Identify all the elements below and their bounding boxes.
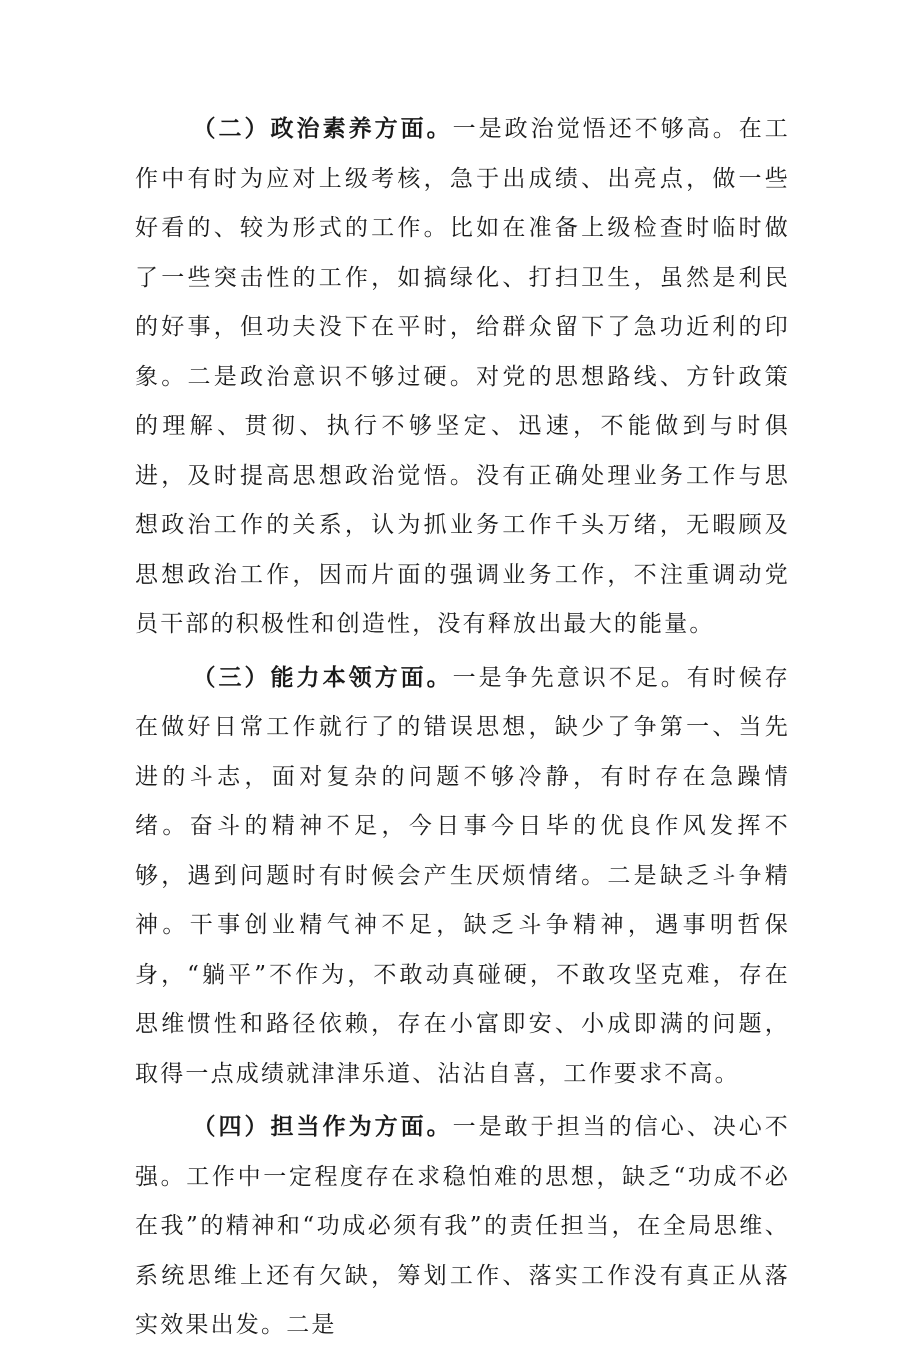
section-heading-political-quality: （二）政治素养方面。 [192, 116, 453, 142]
section-heading-responsibility: （四）担当作为方面。 [192, 1114, 453, 1140]
section-heading-ability: （三）能力本领方面。 [192, 664, 453, 691]
paragraph-text: 一是敢于担当的信心、决心不强。工作中一定程度存在求稳怕难的思想，缺乏“功成不必在我”的精神和“功成必须有我”的责任担当，在全局思维、系统思维上还有欠缺，筹划工作、落实工作没有真正从落实效果出发。二是 [135, 1114, 790, 1338]
document-body [135, 105, 790, 1351]
paragraph-responsibility [135, 1103, 790, 1351]
paragraph-political-quality [135, 105, 790, 650]
paragraph-text: 一是争先意识不足。有时候存在做好日常工作就行了的错误思想，缺少了争第一、当先进的斗志，面对复杂的问题不够冷静，有时存在急躁情绪。奋斗的精神不足，今日事今日毕的优良作风发挥不够，遇到问题时有时候会产生厌烦情绪。二是缺乏斗争精神。干事创业精气神不足，缺乏斗争精神，遇事明哲保身，“躺平”不作为，不敢动真碰硬，不敢攻坚克难，存在思维惯性和路径依赖，存在小富即安、小成即满的问题，取得一点成绩就津津乐道、沾沾自喜，工作要求不高。 [135, 664, 790, 1087]
paragraph-ability [135, 654, 790, 1100]
paragraph-text: 一是政治觉悟还不够高。在工作中有时为应对上级考核，急于出成绩、出亮点，做一些好看的、较为形式的工作。比如在准备上级检查时临时做了一些突击性的工作，如搞绿化、打扫卫生，虽然是利民的好事，但功夫没下在平时，给群众留下了急功近利的印象。二是政治意识不够过硬。对党的思想路线、方针政策的理解、贯彻、执行不够坚定、迅速，不能做到与时俱进，及时提高思想政治觉悟。没有正确处理业务工作与思想政治工作的关系，认为抓业务工作千头万绪，无暇顾及思想政治工作，因而片面的强调业务工作，不注重调动党员干部的积极性和创造性，没有释放出最大的能量。 [135, 116, 790, 637]
